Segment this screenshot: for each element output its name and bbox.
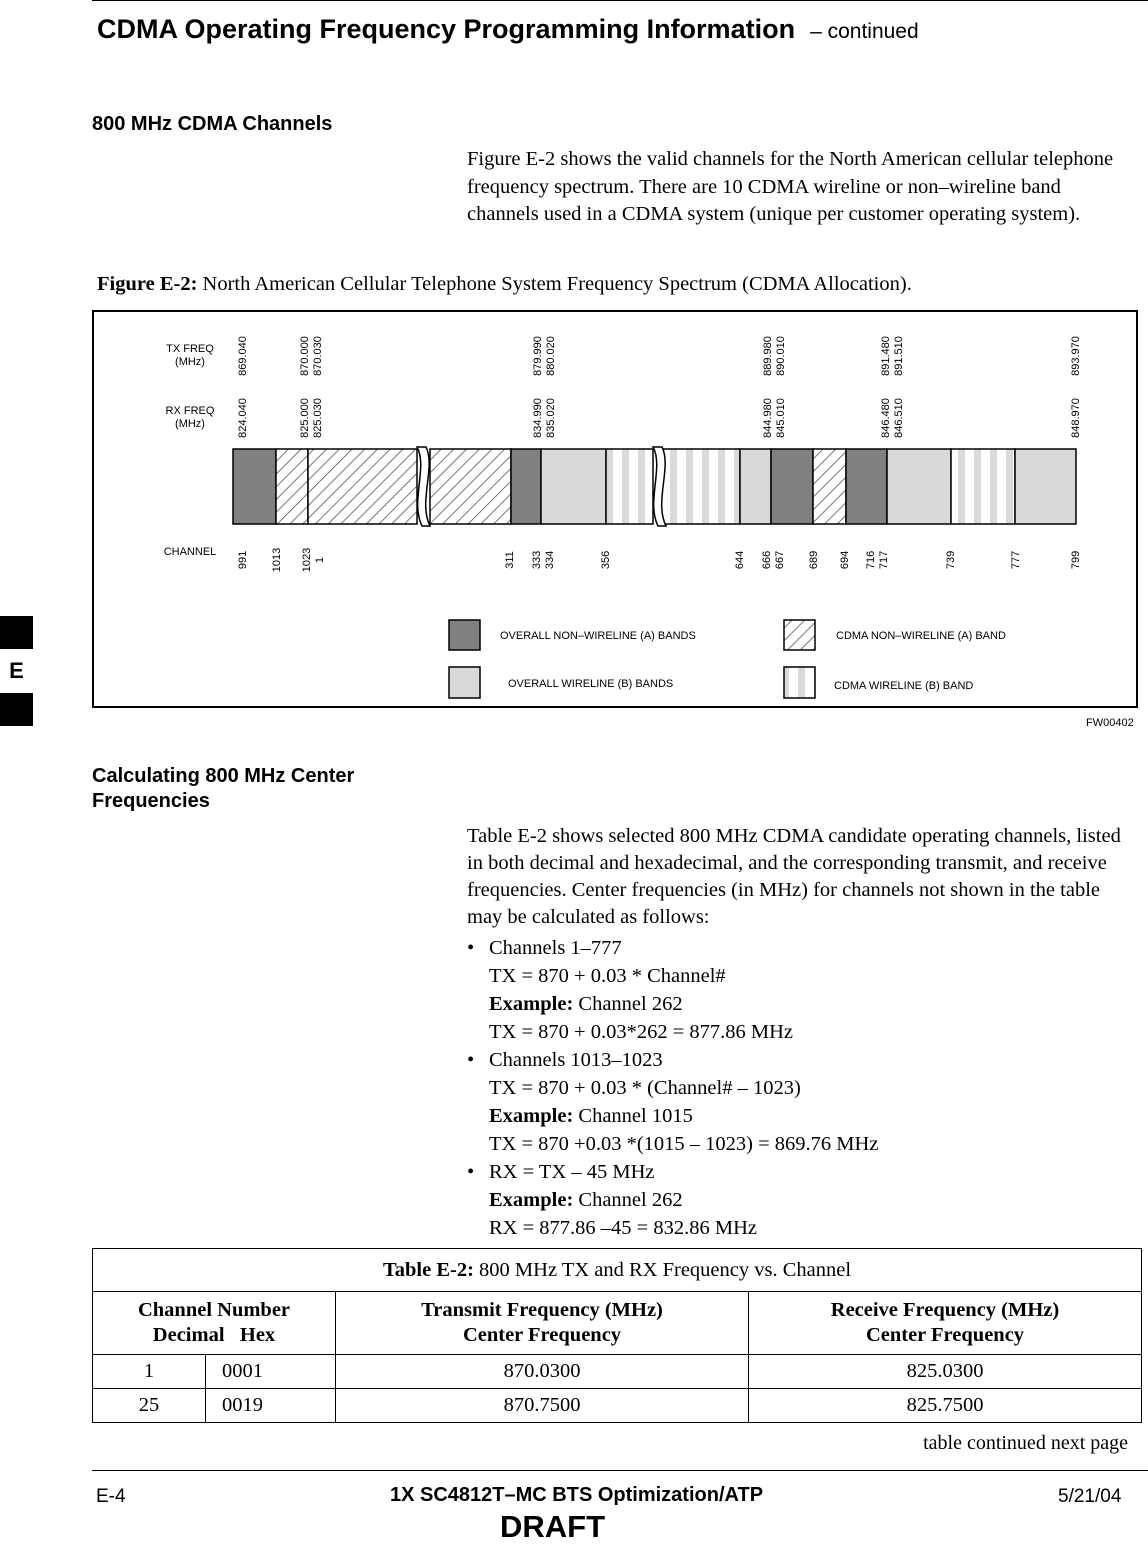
table-header-row bbox=[93, 1292, 1142, 1355]
footer-page-number: E-4 bbox=[96, 1486, 126, 1507]
example-label: Example: bbox=[489, 1105, 574, 1127]
band-segment-nonwireline-cdma bbox=[276, 449, 308, 524]
formula-bullet-body bbox=[489, 1046, 878, 1158]
channel-number: 717 bbox=[878, 550, 890, 570]
rx-freq-value: 835.020 bbox=[545, 398, 557, 438]
rx-freq-value: 824.040 bbox=[237, 398, 249, 438]
channel-number: 667 bbox=[774, 550, 786, 570]
rx-freq-value: 834.990 bbox=[532, 398, 544, 438]
channel-number: 333 bbox=[531, 550, 543, 570]
formula-example bbox=[489, 1102, 878, 1130]
band-segment-nonwireline-overall bbox=[846, 449, 887, 524]
channel-label: CHANNEL bbox=[163, 546, 217, 558]
bullet-dot: • bbox=[467, 1049, 475, 1071]
tx-freq-value: 891.510 bbox=[893, 336, 905, 376]
example-label: Example: bbox=[489, 993, 574, 1015]
cell-decimal: 1 bbox=[93, 1355, 206, 1389]
bullet-dot: • bbox=[467, 937, 475, 959]
rx-freq-unit: (MHz) bbox=[175, 418, 205, 430]
band-segment-nonwireline-overall bbox=[771, 449, 813, 524]
cell-rx: 825.7500 bbox=[749, 1389, 1142, 1423]
example-label: Example: bbox=[489, 1189, 574, 1211]
side-tab-label: E bbox=[9, 658, 24, 683]
bullet-dot: • bbox=[467, 1161, 475, 1183]
rx-freq-value: 825.000 bbox=[299, 398, 311, 438]
channel-number: 716 bbox=[865, 550, 877, 570]
legend-swatch-nonwireline-overall bbox=[449, 620, 480, 650]
table-title-label: Table E-2: bbox=[382, 1258, 474, 1281]
footer-draft-watermark: DRAFT bbox=[500, 1509, 606, 1544]
figure-caption bbox=[97, 273, 912, 296]
tx-freq-value: 879.990 bbox=[532, 336, 544, 376]
formula-line: TX = 870 + 0.03 * Channel# bbox=[489, 965, 726, 987]
channel-number: 1 bbox=[314, 556, 326, 564]
channel-number: 1023 bbox=[301, 547, 313, 573]
tx-freq-value: 889.980 bbox=[762, 336, 774, 376]
tx-freq-value: 870.000 bbox=[299, 336, 311, 376]
band-segment-wireline-cdma bbox=[951, 449, 1015, 524]
tx-freq-label: TX FREQ bbox=[166, 343, 214, 355]
table-row bbox=[93, 1355, 1142, 1389]
formula-line: Channels 1–777 bbox=[489, 937, 622, 959]
page-title-continued: – continued bbox=[810, 20, 919, 43]
page-title bbox=[97, 14, 919, 45]
column-header-line: Receive Frequency (MHz) bbox=[830, 1299, 1060, 1321]
legend-label-wireline-cdma: CDMA WIRELINE (B) BAND bbox=[834, 680, 974, 692]
page-title-text: CDMA Operating Frequency Programming Information bbox=[97, 14, 796, 44]
column-header-line: Transmit Frequency (MHz) bbox=[421, 1299, 663, 1321]
cell-hex: 0001 bbox=[206, 1355, 336, 1389]
legend-label-nonwireline-cdma: CDMA NON–WIRELINE (A) BAND bbox=[836, 630, 1006, 642]
band-segment-nonwireline-overall bbox=[233, 449, 276, 524]
band-segment-nonwireline-cdma bbox=[430, 449, 511, 524]
column-header-rx bbox=[749, 1292, 1142, 1355]
band-segment-wireline-cdma bbox=[606, 449, 653, 524]
cell-hex: 0019 bbox=[206, 1389, 336, 1423]
legend-label-nonwireline-overall: OVERALL NON–WIRELINE (A) BANDS bbox=[500, 630, 696, 642]
formula-line: TX = 870 + 0.03*262 = 877.86 MHz bbox=[489, 1021, 794, 1043]
rx-freq-value: 825.030 bbox=[312, 398, 324, 438]
channel-number: 694 bbox=[839, 550, 851, 570]
band-segment-wireline-overall bbox=[887, 449, 951, 524]
tx-freq-value: 891.480 bbox=[880, 336, 892, 376]
rx-freq-value: 846.510 bbox=[893, 398, 905, 438]
side-tab-marker bbox=[0, 616, 33, 649]
tx-freq-value: 890.010 bbox=[775, 336, 787, 376]
rx-freq-value: 845.010 bbox=[775, 398, 787, 438]
band-segment-nonwireline-cdma bbox=[308, 449, 417, 524]
table-continued-note: table continued next page bbox=[923, 1432, 1128, 1454]
spectrum-diagram bbox=[94, 312, 1136, 706]
channel-number: 356 bbox=[600, 550, 612, 570]
tx-freq-value: 869.040 bbox=[237, 336, 249, 376]
rx-freq-value: 846.480 bbox=[880, 398, 892, 438]
channel-number: 799 bbox=[1070, 550, 1082, 570]
footer-document-title: 1X SC4812T–MC BTS Optimization/ATP bbox=[390, 1484, 764, 1506]
formula-line: RX = 877.86 –45 = 832.86 MHz bbox=[489, 1217, 757, 1239]
formula-line: Channels 1013–1023 bbox=[489, 1049, 663, 1071]
band-segment-wireline-overall bbox=[541, 449, 606, 524]
table-title-text: 800 MHz TX and RX Frequency vs. Channel bbox=[473, 1258, 852, 1281]
column-header-line: Center Frequency bbox=[865, 1324, 1025, 1346]
cell-decimal: 25 bbox=[93, 1389, 206, 1423]
example-text: Channel 1015 bbox=[573, 1105, 693, 1127]
tx-freq-unit: (MHz) bbox=[175, 356, 205, 368]
band-segment-wireline-overall bbox=[740, 449, 771, 524]
legend-label-wireline-overall: OVERALL WIRELINE (B) BANDS bbox=[508, 678, 674, 690]
cell-tx: 870.7500 bbox=[336, 1389, 749, 1423]
channel-number: 311 bbox=[504, 551, 516, 569]
band-segment-nonwireline-overall bbox=[511, 449, 541, 524]
footer-date: 5/21/04 bbox=[1058, 1486, 1122, 1507]
formula-example bbox=[489, 990, 793, 1018]
rx-freq-value: 848.970 bbox=[1070, 398, 1082, 438]
channel-number: 689 bbox=[808, 550, 820, 570]
band-segment-wireline-cdma bbox=[660, 449, 740, 524]
frequency-table-container bbox=[92, 1248, 1142, 1425]
example-text: Channel 262 bbox=[573, 1189, 683, 1211]
column-header-tx bbox=[336, 1292, 749, 1355]
side-tab-marker bbox=[0, 693, 33, 726]
legend-swatch-nonwireline-cdma bbox=[784, 620, 815, 650]
channel-number: 777 bbox=[1010, 550, 1022, 570]
tx-freq-value: 870.030 bbox=[312, 336, 324, 376]
tx-freq-value: 880.020 bbox=[545, 336, 557, 376]
column-header-channel bbox=[93, 1292, 336, 1355]
channel-number: 1013 bbox=[271, 547, 283, 573]
column-header-line: Center Frequency bbox=[462, 1324, 622, 1346]
spectrum-figure bbox=[92, 310, 1138, 708]
rx-freq-label: RX FREQ bbox=[165, 405, 215, 417]
example-text: Channel 262 bbox=[573, 993, 683, 1015]
figure-caption-text: North American Cellular Telephone System Frequency Spectrum (CDMA Allocation). bbox=[197, 273, 912, 295]
column-header-line: Channel Number bbox=[137, 1299, 291, 1321]
header-rule bbox=[92, 0, 1148, 1]
formula-bullet-body bbox=[489, 934, 793, 1046]
figure-id: FW00402 bbox=[1086, 717, 1134, 729]
channel-number: 644 bbox=[734, 550, 746, 570]
legend-swatch-wireline-cdma bbox=[784, 667, 815, 698]
section-paragraph-center-frequencies: Table E-2 shows selected 800 MHz CDMA candidate operating channels, listed in both decimal and hexadecimal, and the corresponding transmit, and receive frequencies. Center frequencies (in MHz) for channels not shown in the table may be calculated as follows: bbox=[467, 825, 1121, 928]
tx-freq-value: 893.970 bbox=[1070, 336, 1082, 376]
table-title-row bbox=[93, 1249, 1142, 1292]
channel-number: 991 bbox=[237, 550, 249, 570]
figure-caption-label: Figure E-2: bbox=[97, 273, 198, 295]
rx-freq-value: 844.980 bbox=[762, 398, 774, 438]
channel-number: 666 bbox=[761, 550, 773, 570]
section-paragraph-cdma-channels: Figure E-2 shows the valid channels for the North American cellular telephone frequency spectrum. There are 10 CDMA wireline or non–wireline band channels used in a CDMA system (unique per customer operating system). bbox=[467, 148, 1114, 225]
formula-line: TX = 870 +0.03 *(1015 – 1023) = 869.76 MHz bbox=[489, 1133, 879, 1155]
formula-line: TX = 870 + 0.03 * (Channel# – 1023) bbox=[489, 1077, 801, 1099]
table-row bbox=[93, 1389, 1142, 1423]
section-heading-center-frequencies: Calculating 800 MHz Center Frequencies bbox=[92, 765, 355, 812]
column-header-line: Decimal Hex bbox=[152, 1324, 276, 1346]
legend-swatch-wireline-overall bbox=[449, 667, 480, 698]
frequency-table bbox=[92, 1248, 1142, 1423]
cell-tx: 870.0300 bbox=[336, 1355, 749, 1389]
footer-rule bbox=[92, 1470, 1148, 1471]
formula-line: RX = TX – 45 MHz bbox=[489, 1161, 655, 1183]
table-title bbox=[93, 1249, 1142, 1292]
formula-bullet-body bbox=[489, 1158, 757, 1242]
band-segment-nonwireline-cdma bbox=[813, 449, 846, 524]
band-segment-wireline-overall bbox=[1015, 449, 1076, 524]
section-heading-cdma-channels: 800 MHz CDMA Channels bbox=[92, 113, 333, 135]
channel-number: 739 bbox=[945, 550, 957, 570]
channel-number: 334 bbox=[544, 550, 556, 570]
formula-example bbox=[489, 1186, 757, 1214]
axis-break-left bbox=[417, 447, 430, 526]
cell-rx: 825.0300 bbox=[749, 1355, 1142, 1389]
